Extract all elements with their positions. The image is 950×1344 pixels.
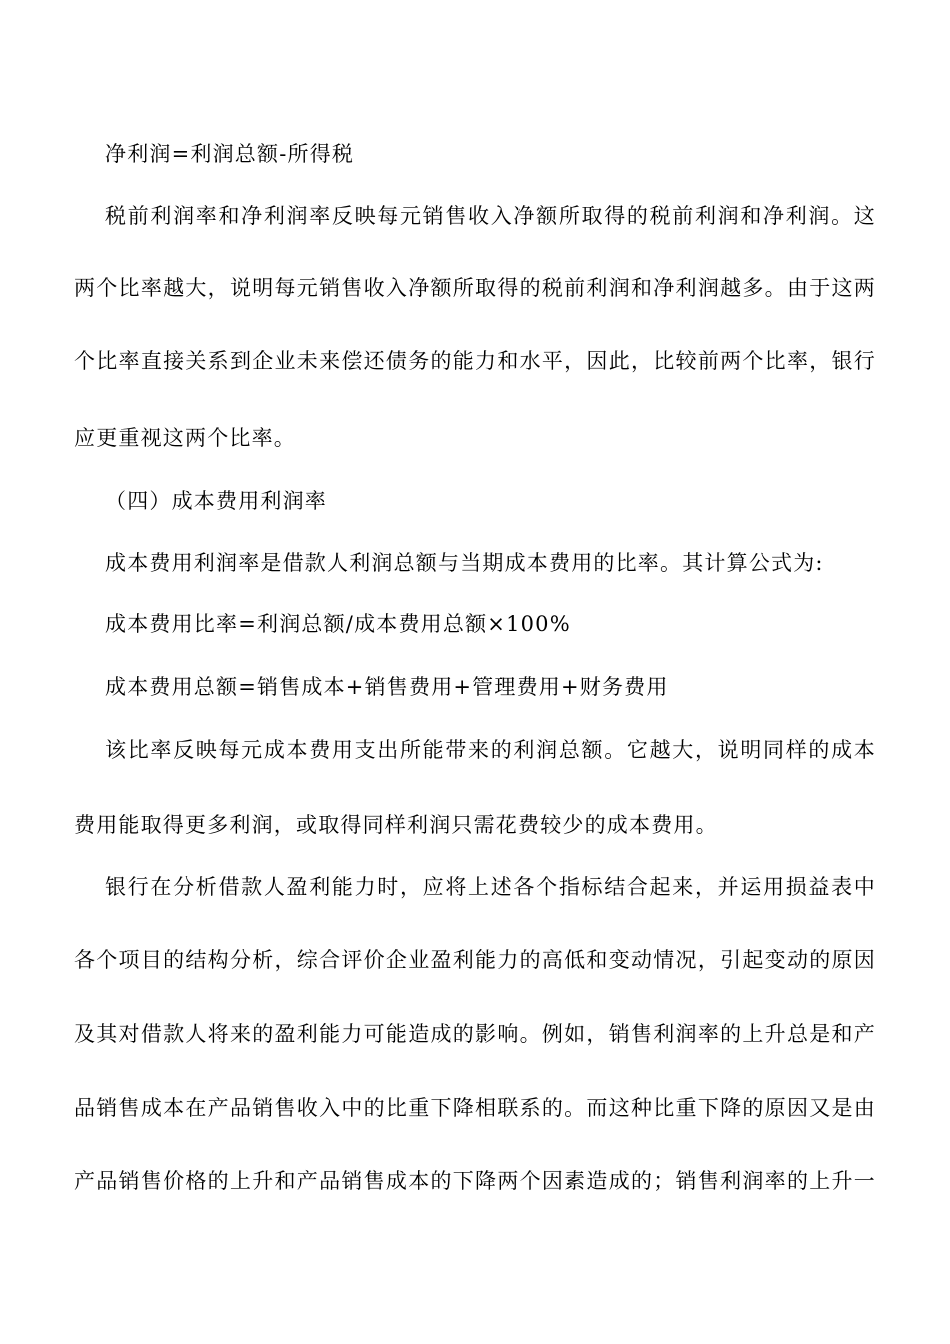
cost-total-formula: 成本费用总额=销售成本+销售费用+管理费用+财务费用 <box>105 675 669 699</box>
para4-line-3: 及其对借款人将来的盈利能力可能造成的影响。例如，销售利润率的上升总是和产 <box>74 1022 876 1046</box>
para1-line-4: 应更重视这两个比率。 <box>74 426 296 450</box>
para4-line-1: 银行在分析借款人盈利能力时，应将上述各个指标结合起来，并运用损益表中 <box>105 875 876 899</box>
para1-line-1: 税前利润率和净利润率反映每元销售收入净额所取得的税前利润和净利润。这 <box>105 204 876 228</box>
section-heading: （四）成本费用利润率 <box>105 489 327 513</box>
para1-line-2: 两个比率越大，说明每元销售收入净额所取得的税前利润和净利润越多。由于这两 <box>74 276 876 300</box>
para4-line-5: 产品销售价格的上升和产品销售成本的下降两个因素造成的；销售利润率的上升一 <box>74 1169 876 1193</box>
para1-line-3: 个比率直接关系到企业未来偿还债务的能力和水平，因此，比较前两个比率，银行 <box>74 349 876 373</box>
cost-ratio-formula: 成本费用比率=利润总额/成本费用总额×100% <box>105 612 571 636</box>
net-profit-formula: 净利润=利润总额-所得税 <box>105 142 355 166</box>
para4-line-4: 品销售成本在产品销售收入中的比重下降相联系的。而这种比重下降的原因又是由 <box>74 1096 876 1120</box>
para2: 成本费用利润率是借款人利润总额与当期成本费用的比率。其计算公式为: <box>105 551 824 575</box>
para4-line-2: 各个项目的结构分析，综合评价企业盈利能力的高低和变动情况，引起变动的原因 <box>74 948 876 972</box>
para3-line-1: 该比率反映每元成本费用支出所能带来的利润总额。它越大，说明同样的成本 <box>105 738 876 762</box>
para3-line-2: 费用能取得更多利润，或取得同样利润只需花费较少的成本费用。 <box>74 813 718 837</box>
